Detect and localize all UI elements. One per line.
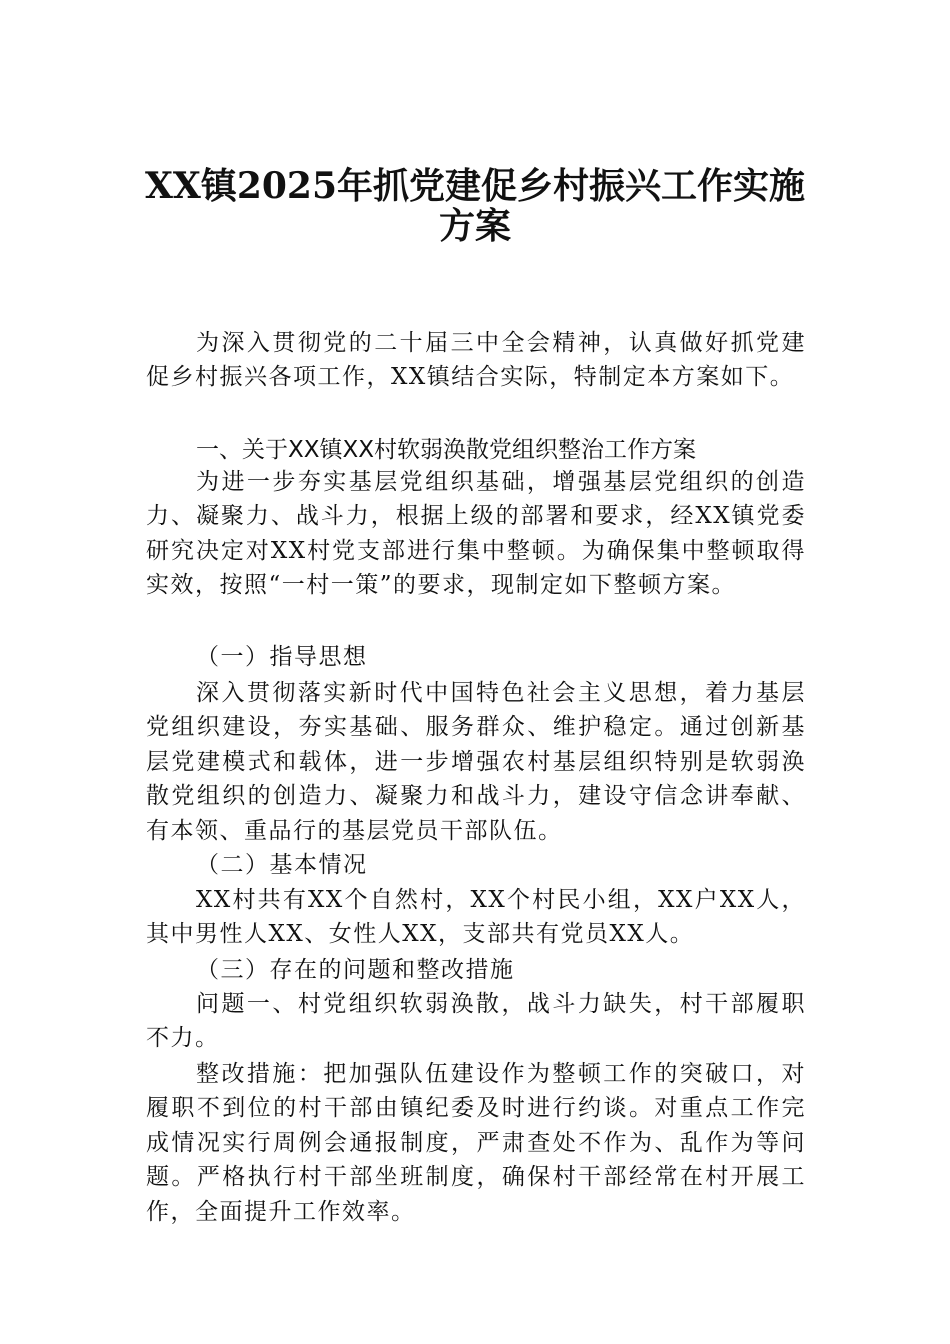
section-1-intro-paragraph: 为进一步夯实基层党组织基础，增强基层党组织的创造力、凝聚力、战斗力，根据上级的部署和要求，经XX镇党委研究决定对XX村党支部进行集中整顿。为确保集中整顿取得实效，按照“一村一策”的要求，现制定如下整顿方案。 [146,469,806,599]
subsection-1-heading: （一）指导思想 [196,644,368,670]
problem-1-paragraph: 问题一、村党组织软弱涣散，战斗力缺失，村干部履职不力。 [146,991,806,1052]
subsection-3-heading: （三）存在的问题和整改措施 [196,957,515,983]
measure-1-paragraph: 整改措施：把加强队伍建设作为整顿工作的突破口，对履职不到位的村干部由镇纪委及时进行约谈。对重点工作完成情况实行周例会通报制度，严肃查处不作为、乱作为等问题。严格执行村干部坐班制度，确保村干部经常在村开展工作，全面提升工作效率。 [146,1061,806,1225]
subsection-2-paragraph: XX村共有XX个自然村，XX个村民小组，XX户XX人，其中男性人XX、女性人XX，支部共有党员XX人。 [146,887,806,948]
section-1-heading: 一、关于XX镇XX村软弱涣散党组织整治工作方案 [196,437,697,463]
document-title-line-1: XX镇2025年抓党建促乡村振兴工作实施 [144,165,806,207]
subsection-2-heading: （二）基本情况 [196,852,368,878]
subsection-1-paragraph: 深入贯彻落实新时代中国特色社会主义思想，着力基层党组织建设，夯实基础、服务群众、维护稳定。通过创新基层党建模式和载体，进一步增强农村基层组织特别是软弱涣散党组织的创造力、凝聚力和战斗力，建设守信念讲奉献、有本领、重品行的基层党员干部队伍。 [146,680,806,844]
intro-paragraph: 为深入贯彻党的二十届三中全会精神，认真做好抓党建促乡村振兴各项工作，XX镇结合实际，特制定本方案如下。 [146,330,806,391]
document-title-line-2: 方案 [438,205,511,247]
